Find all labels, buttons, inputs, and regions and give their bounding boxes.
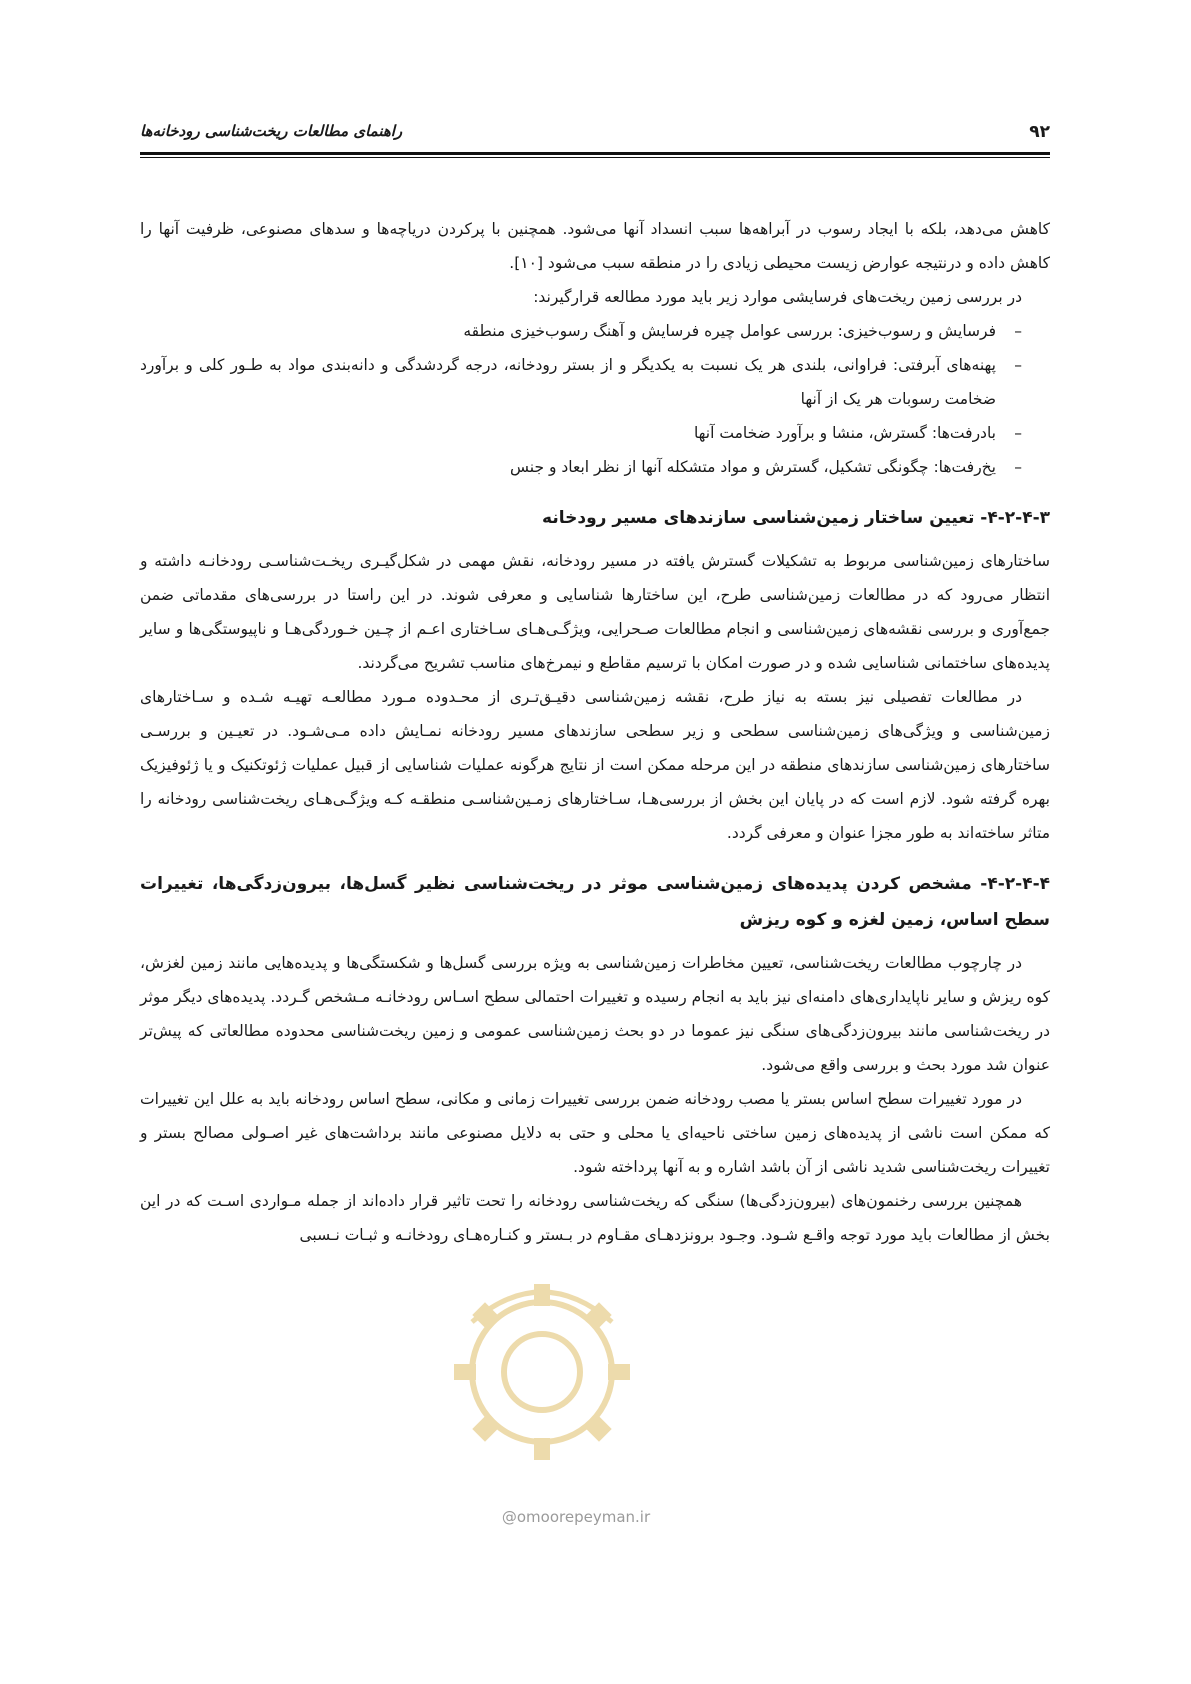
paragraph: کاهش می‌دهد، بلکه با ایجاد رسوب در آبراهه‌ها سبب انسداد آنها می‌شود. همچنین با پرکردن دریاچه‌ها و سدهای مصنوعی، ظرفیت آنها را کاهش داده و درنتیجه عوارض زیست محیطی زیادی را در منطقه سبب می‌شود [۱۰].	[140, 220, 1050, 272]
list-item	[140, 416, 1022, 450]
section-heading: ۴-۲-۴-۳- تعیین ساختار زمین‌شناسی سازندهای مسیر رودخانه	[542, 508, 1050, 528]
paragraph: در مطالعات تفصیلی نیز بسته به نیاز طرح، نقشه زمین‌شناسی دقیـق‌تـری از محـدوده مـورد مطالعـه تهیـه شـده و سـاختارهای زمین‌شناسی و ویژگی‌های زمین‌شناسی سطحی و زیر سطحی سازندهای مسیر رودخانه نمـایش داده مـی‌شـود. در تعیـین و بررسـی ساختارهای زمین‌شناسی سازندهای منطقه در این مرحله ممکن است از نتایج هرگونه عملیات شناسایی از قبیل عملیات ژئوتکنیک و یا ژئوفیزیک بهره گرفته شود. لازم است که در پایان این بخش از بررسی‌هـا، سـاختارهای زمـین‌شناسـی منطقـه کـه ویژگـی‌هـای ریخت‌شناسی رودخانه را متاثر ساخته‌اند به طور مجزا عنوان و معرفی گردد.	[140, 688, 1050, 842]
section-heading: ۴-۲-۴-۴- مشخص کردن پدیده‌های زمین‌شناسی موثر در ریخت‌شناسی نظیر گسل‌ها، بیرون‌زدگی‌ها، تغییرات سطح اساس، زمین لغزه و کوه ریزش	[140, 874, 1050, 930]
paragraph: در چارچوب مطالعات ریخت‌شناسی، تعیین مخاطرات زمین‌شناسی به ویژه بررسی گسل‌ها و شکستگی‌ها و پدیده‌هایی مانند زمین لغزش، کوه ریزش و سایر ناپایداری‌های دامنه‌ای نیز باید به انجام رسیده و تغییرات احتمالی سطح اسـاس رودخانـه مـشخص گـردد. پدیده‌های دیگر موثر در ریخت‌شناسی مانند بیرون‌زدگی‌های سنگی نیز عموما در دو بحث زمین‌شناسی عمومی و زمین ریخت‌شناسی محدوده مطالعاتی که پیش‌تر عنوان شد مورد بحث و بررسی واقع می‌شود.	[140, 954, 1050, 1074]
book-title: راهنمای مطالعات ریخت‌شناسی رودخانه‌ها	[140, 122, 403, 140]
paragraph: همچنین بررسی رخنمون‌های (بیرون‌زدگی‌ها) سنگی که ریخت‌شناسی رودخانه را تحت تاثیر قرار داده‌اند از جمله مـواردی اسـت که در این بخش از مطالعات باید مورد توجه واقـع شـود. وجـود برونزدهـای مقـاوم در بـستر و کنـاره‌هـای رودخانـه و ثبـات نـسبی	[140, 1192, 1050, 1244]
bullet-list	[140, 314, 1050, 484]
list-item-text: بادرفت‌ها: گسترش، منشا و برآورد ضخامت آنها	[693, 424, 996, 442]
dash-bullet-icon: –	[1014, 424, 1022, 442]
dash-bullet-icon: –	[1014, 458, 1022, 476]
running-header	[140, 108, 1050, 156]
header-rule	[140, 152, 1050, 155]
list-item	[140, 314, 1022, 348]
list-item-text: فرسایش و رسوب‌خیزی: بررسی عوامل چیره فرسایش و آهنگ رسوب‌خیزی منطقه	[463, 322, 996, 340]
dash-bullet-icon: –	[1014, 322, 1022, 340]
list-item	[140, 348, 1022, 416]
list-item-text: پهنه‌های آبرفتی: فراوانی، بلندی هر یک نسبت به یکدیگر و از بستر رودخانه، درجه گردشدگی و دانه‌بندی مواد به طـور کلی و برآورد ضخامت رسوبات هر یک از آنها	[140, 356, 996, 408]
page-number: ۹۲	[1029, 122, 1050, 142]
paragraph: در مورد تغییرات سطح اساس بستر یا مصب رودخانه ضمن بررسی تغییرات زمانی و مکانی، سطح اساس رودخانه باید به علل این تغییرات که ممکن است ناشی از پدیده‌های زمین ساختی ناحیه‌ای یا محلی و حتی به دلایل مصنوعی مانند برداشت‌های غیر اصـولی مصالح بستر و تغییرات ریخت‌شناسی شدید ناشی از آن باشد اشاره و به آنها پرداخته شود.	[140, 1090, 1050, 1176]
paragraph: در بررسی زمین ریخت‌های فرسایشی موارد زیر باید مورد مطالعه قرارگیرند:	[533, 288, 1022, 306]
dash-bullet-icon: –	[1014, 356, 1022, 374]
watermark-url: @omoorepeyman.ir	[501, 1508, 651, 1526]
paragraph: ساختارهای زمین‌شناسی مربوط به تشکیلات گسترش یافته در مسیر رودخانه، نقش مهمی در شکل‌گیـری ریخـت‌شناسـی رودخانـه داشته و انتظار می‌رود که در مطالعات زمین‌شناسی طرح، این ساختارها شناسایی و معرفی شوند. در این راستا در بررسی‌های مقدماتی ضمن جمع‌آوری و بررسی نقشه‌های زمین‌شناسی و انجام مطالعات صـحرایی، ویژگـی‌هـای سـاختاری اعـم از چـین خـوردگی‌هـا و ناپیوستگی‌ها و سایر پدیده‌های ساختمانی شناسایی شده و در صورت امکان با ترسیم مقاطع و نیمرخ‌های مناسب تشریح می‌گردند.	[140, 552, 1050, 672]
body-text	[140, 212, 1050, 1252]
watermark-logo-icon	[432, 1262, 652, 1482]
list-item-text: یخ‌رفت‌ها: چگونگی تشکیل، گسترش و مواد متشکله آنها از نظر ابعاد و جنس	[510, 458, 996, 476]
list-item	[140, 450, 1022, 484]
header-rule-thin	[140, 157, 1050, 158]
